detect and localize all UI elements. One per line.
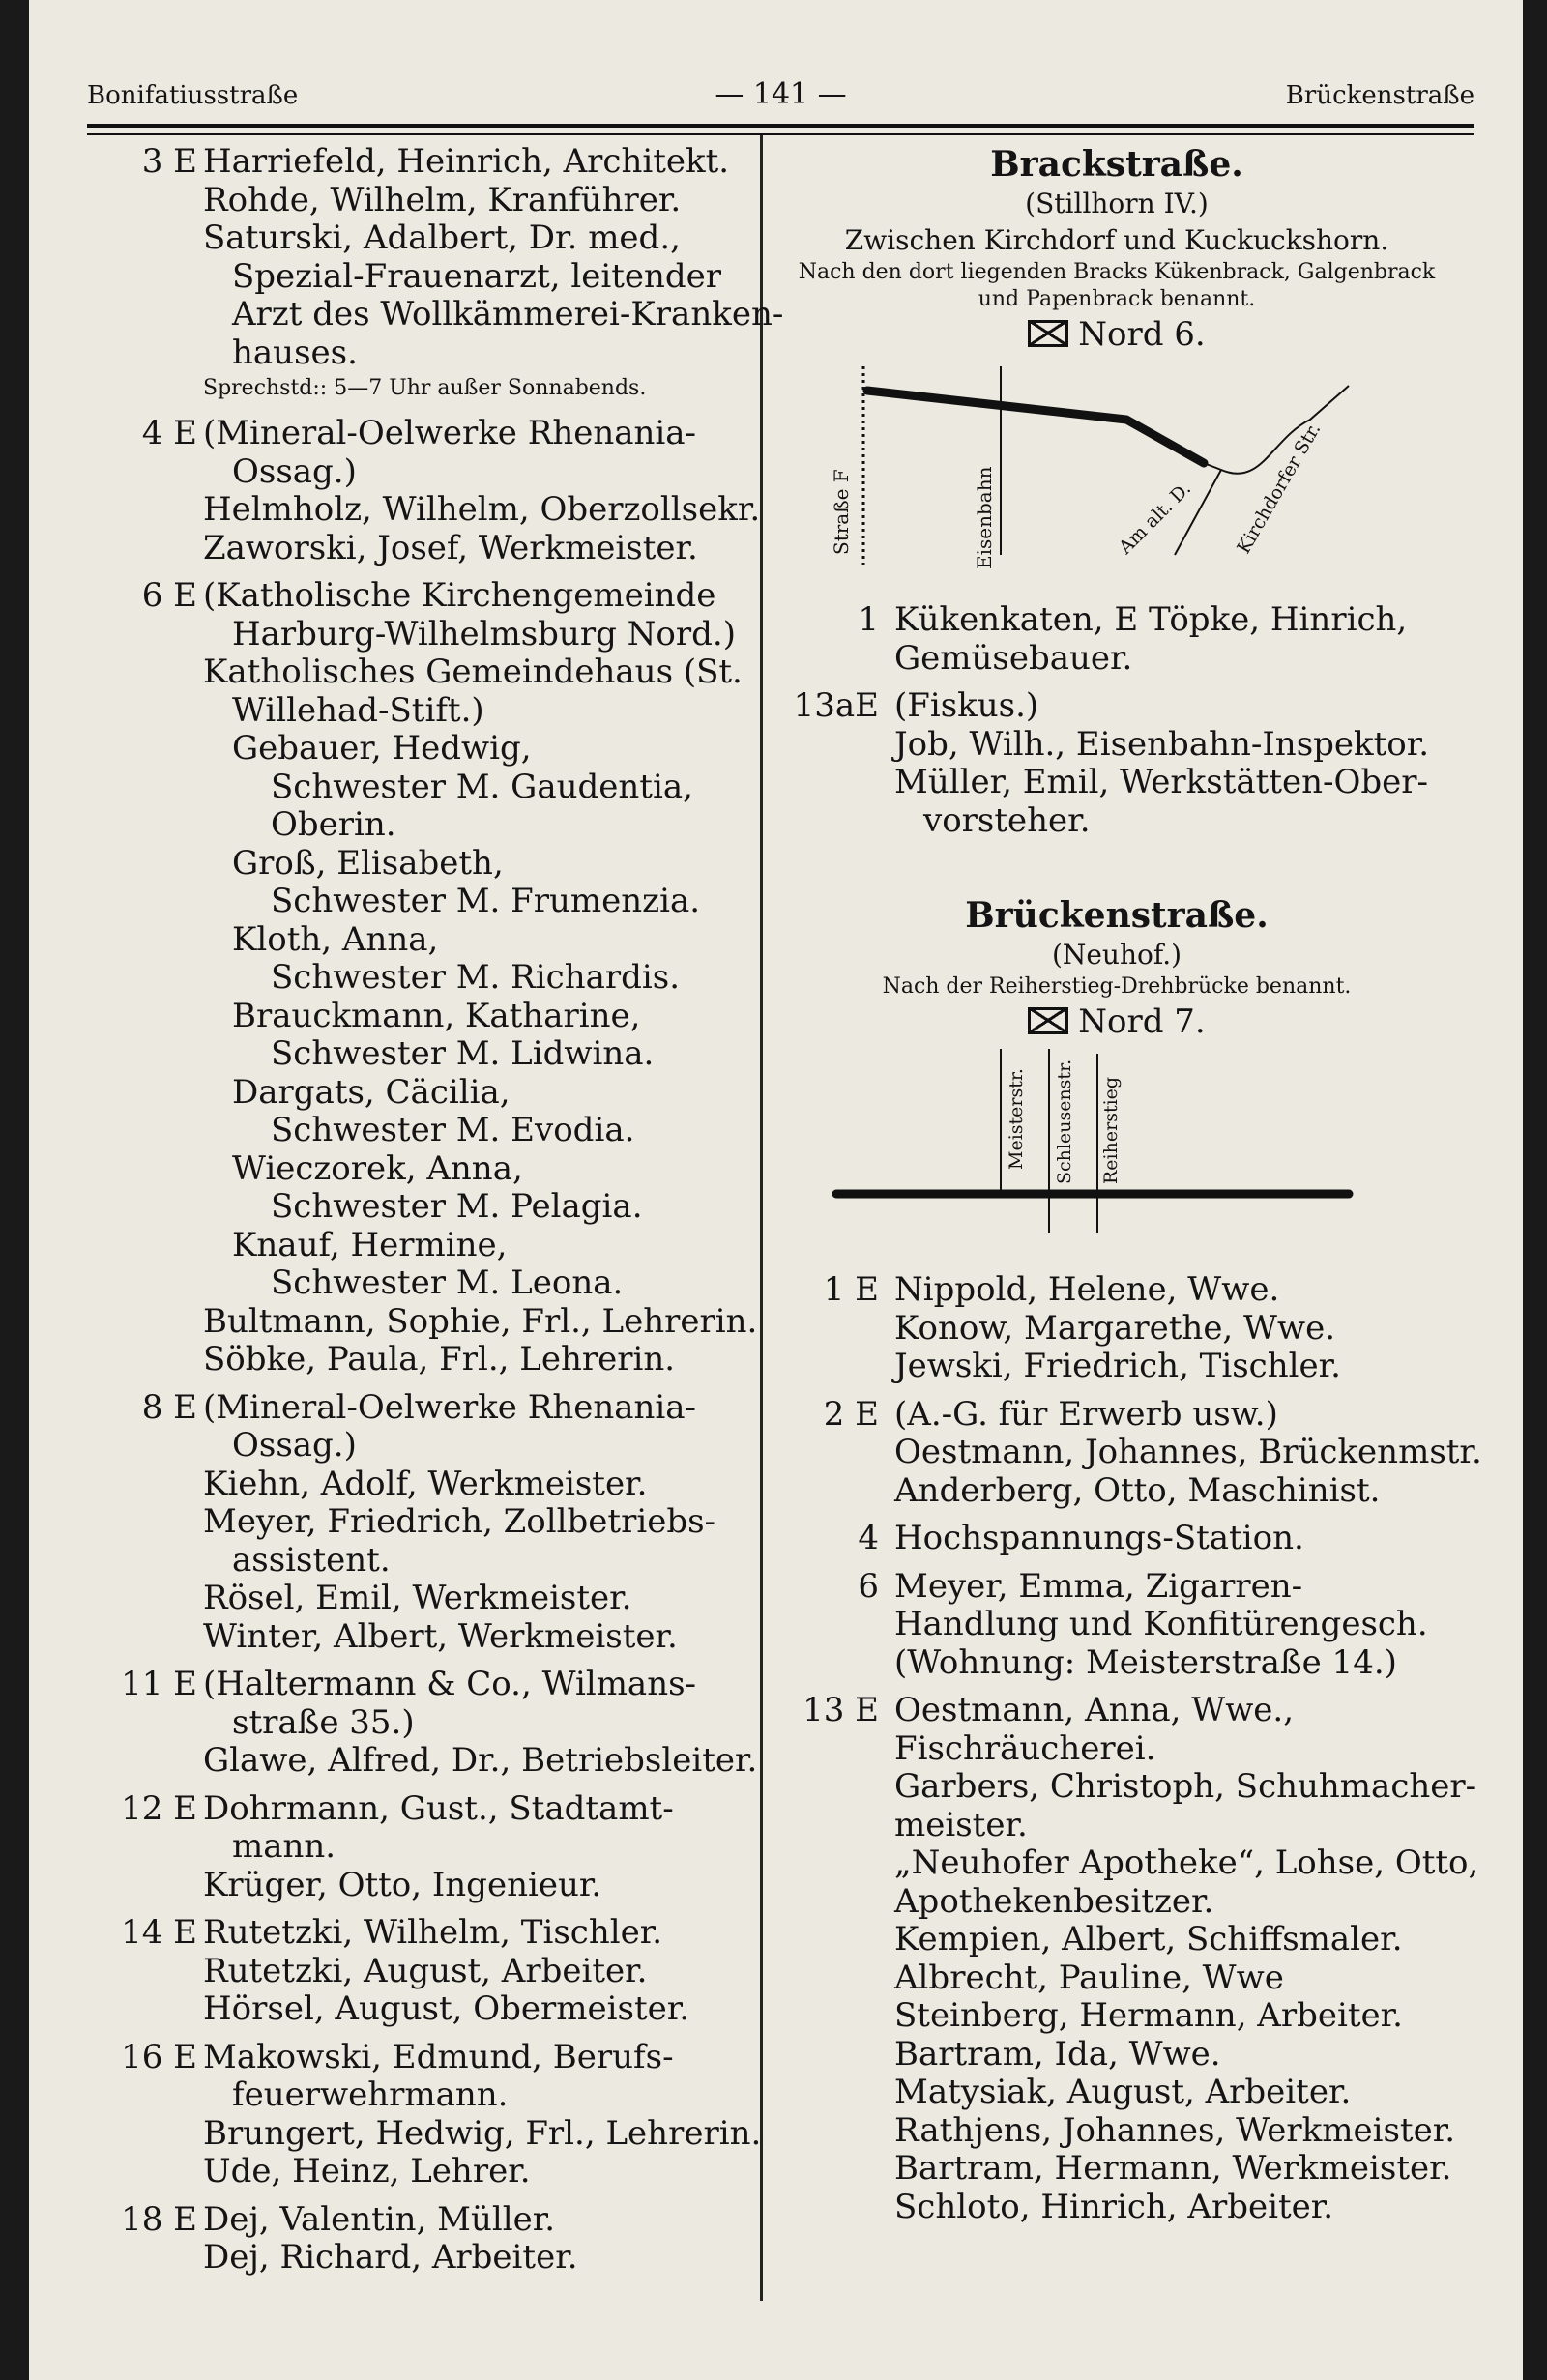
directory-entry xyxy=(97,1990,735,2029)
entry-text: (Haltermann & Co., Wilmans- xyxy=(203,1665,697,1703)
entry-text: Ossag.) xyxy=(232,1426,357,1465)
directory-entry xyxy=(778,2074,1455,2112)
map-label-eisenbahn: Eisenbahn xyxy=(973,466,996,569)
entry-text: Kükenkaten, E Töpke, Hinrich, xyxy=(894,600,1408,639)
directory-entry xyxy=(97,2039,735,2077)
street-district: (Stillhorn IV.) xyxy=(1025,188,1209,219)
entry-text: Bartram, Hermann, Werkmeister. xyxy=(894,2149,1452,2188)
directory-entry xyxy=(97,2113,762,2154)
entry-text: Schwester M. Richardis. xyxy=(271,958,681,997)
house-number: 14 E xyxy=(121,1913,197,1952)
directory-entry xyxy=(97,1264,735,1303)
entry-text: Makowski, Edmund, Berufs- xyxy=(203,2037,674,2076)
entry-text: Knauf, Hermine, xyxy=(232,1225,508,1264)
house-number: 2 E xyxy=(823,1394,879,1434)
directory-entry xyxy=(97,577,735,616)
brueckenstrasse-entries xyxy=(778,1270,1482,2226)
entry-text-continued: Oberin. xyxy=(271,805,396,844)
directory-page xyxy=(29,0,1523,2380)
entry-text: (Mineral-Oelwerke Rhenania- xyxy=(203,1387,697,1427)
house-number: 4 xyxy=(858,1519,879,1557)
entry-text: Harburg-Wilhelmsburg Nord.) xyxy=(232,614,736,653)
entry-text: (Mineral-Oelwerke Rhenania- xyxy=(203,414,697,452)
map-label-am-alt-d: Am alt. D. xyxy=(1114,478,1196,559)
street-name-origin: Nach den dort liegenden Bracks Kükenbrack, Galgenbrack xyxy=(798,260,1436,284)
directory-entry xyxy=(778,726,1455,765)
entry-text: Oestmann, Anna, Wwe., xyxy=(894,1691,1295,1729)
directory-entry xyxy=(97,2201,735,2240)
directory-entry xyxy=(778,1348,1455,1386)
directory-entry xyxy=(778,601,1455,640)
entry-text: Dohrmann, Gust., Stadtamt- xyxy=(203,1788,674,1828)
entry-text: Schwester M. Leona. xyxy=(271,1263,624,1302)
directory-entry xyxy=(97,530,735,568)
entry-text: Ude, Heinz, Lehrer. xyxy=(203,2152,531,2191)
entry-text: Saturski, Adalbert, Dr. med., xyxy=(203,218,681,257)
directory-entry xyxy=(97,883,735,921)
directory-entry xyxy=(97,1341,735,1379)
entry-text: Hochspannungs-Station. xyxy=(894,1519,1304,1557)
entry-text: Hörsel, August, Obermeister. xyxy=(203,1989,690,2028)
entry-text: Winter, Albert, Werkmeister. xyxy=(203,1616,678,1656)
entry-text: Brauckmann, Katharine, xyxy=(232,996,641,1035)
directory-entry xyxy=(778,2150,1455,2189)
entry-text: Rösel, Emil, Werkmeister. xyxy=(203,1579,632,1617)
house-number: 8 E xyxy=(141,1387,197,1427)
left-column xyxy=(97,142,784,2278)
entry-text: Fischräucherei. xyxy=(894,1728,1156,1768)
entry-text: Willehad-Stift.) xyxy=(232,690,484,730)
directory-entry xyxy=(97,1150,735,1189)
directory-entry xyxy=(97,653,743,692)
directory-entry xyxy=(778,1730,1455,1769)
directory-entry xyxy=(778,1472,1455,1511)
entry-text-continued: hauses. xyxy=(232,333,358,372)
entry-text: Handlung und Konfitürengesch. xyxy=(894,1605,1428,1643)
directory-entry xyxy=(97,1227,735,1265)
house-number: 4 E xyxy=(141,414,197,452)
header-rule xyxy=(87,124,1474,135)
entry-text: Wieczorek, Anna, xyxy=(232,1148,523,1188)
directory-entry xyxy=(97,219,735,258)
entry-text: Rathjens, Johannes, Werkmeister. xyxy=(894,2110,1456,2150)
entry-text: mann. xyxy=(232,1827,336,1866)
house-number: 16 E xyxy=(121,2037,197,2076)
directory-entry xyxy=(778,1692,1455,1730)
brackstrasse-entries xyxy=(778,601,1455,840)
entry-text: Anderberg, Otto, Maschinist. xyxy=(894,1470,1381,1510)
directory-entry xyxy=(97,1389,735,1428)
entry-text: Meyer, Emma, Zigarren- xyxy=(894,1566,1303,1606)
entry-text: Apothekenbesitzer. xyxy=(894,1881,1214,1921)
directory-entry xyxy=(97,1580,735,1618)
directory-entry xyxy=(778,1520,1455,1558)
house-number: 1 E xyxy=(823,1270,879,1309)
entry-text-continued: Arzt des Wollkämmerei-Kranken- xyxy=(232,295,784,334)
directory-entry xyxy=(97,415,735,453)
house-number: 13 E xyxy=(803,1691,879,1729)
map-brackstrasse-line xyxy=(867,391,1204,463)
directory-entry xyxy=(778,1568,1455,1607)
entry-text: Steinberg, Hermann, Arbeiter. xyxy=(894,1996,1403,2035)
directory-entry xyxy=(97,692,735,731)
entry-text: Groß, Elisabeth, xyxy=(232,843,504,883)
directory-entry xyxy=(97,1618,735,1657)
entry-text: (A.-G. für Erwerb usw.) xyxy=(894,1394,1278,1434)
entry-text: Glawe, Alfred, Dr., Betriebsleiter. xyxy=(203,1741,758,1780)
directory-entry xyxy=(97,1953,735,1991)
entry-text: Dej, Valentin, Müller. xyxy=(203,2199,556,2239)
directory-entry xyxy=(97,1427,735,1466)
map-label-reiherstieg: Reiherstieg xyxy=(1100,1076,1122,1184)
entry-text: vorsteher. xyxy=(923,800,1091,840)
entry-text: feuerwehrmann. xyxy=(232,2075,509,2114)
house-number: 3 E xyxy=(141,142,197,181)
directory-entry xyxy=(778,1310,1455,1349)
brackstrasse-map xyxy=(807,362,1426,584)
directory-entry xyxy=(97,845,735,884)
street-title: Brackstraße. xyxy=(990,144,1243,185)
entry-text: Dej, Richard, Arbeiter. xyxy=(203,2238,578,2277)
postal-district: Nord 7. xyxy=(778,1001,1455,1043)
entry-text: Bultmann, Sophie, Frl., Lehrerin. xyxy=(203,1301,758,1341)
directory-entry xyxy=(97,769,735,845)
house-number: 6 xyxy=(858,1566,879,1606)
directory-entry xyxy=(778,1767,1477,1807)
street-between: Zwischen Kirchdorf und Kuckuckshorn. xyxy=(844,224,1389,256)
entry-text: Garbers, Christoph, Schuhmacher- xyxy=(894,1767,1477,1806)
entry-text: Katholisches Gemeindehaus (St. xyxy=(203,653,743,691)
street-title: Brückenstraße. xyxy=(965,895,1269,936)
directory-entry xyxy=(778,764,1455,802)
street-name-origin: Nach der Reiherstieg-Drehbrücke benannt. xyxy=(882,974,1352,999)
map-label-schleusenstr: Schleusenstr. xyxy=(1054,1059,1075,1184)
entry-text: Albrecht, Pauline, Wwe xyxy=(894,1958,1284,1997)
directory-entry xyxy=(778,687,1455,726)
entry-text: Kloth, Anna, xyxy=(232,919,439,959)
brueckenstrasse-heading xyxy=(778,894,1455,1043)
entry-text: Müller, Emil, Werkstätten-Ober- xyxy=(894,763,1429,801)
entry-text: Kiehn, Adolf, Werkmeister. xyxy=(203,1464,648,1503)
entry-text: Schwester M. Frumenzia. xyxy=(271,882,701,920)
directory-entry xyxy=(97,959,735,998)
directory-entry xyxy=(778,1396,1455,1435)
header-left-street: Bonifatiusstraße xyxy=(87,81,299,110)
directory-entry xyxy=(778,1606,1455,1644)
page-number: — 141 — xyxy=(715,77,847,111)
right-column xyxy=(778,143,1482,2226)
header-right-street: Brückenstraße xyxy=(1285,81,1474,110)
directory-entry xyxy=(97,372,735,405)
entry-text: assistent. xyxy=(232,1540,391,1580)
map-label-meisterstr: Meisterstr. xyxy=(1006,1068,1027,1170)
house-number: 6 E xyxy=(141,576,197,615)
entry-text: Helmholz, Wilhelm, Oberzollsekr. xyxy=(203,490,761,529)
entry-text: (Wohnung: Meisterstraße 14.) xyxy=(894,1642,1397,1682)
entry-text: Krüger, Otto, Ingenieur. xyxy=(203,1865,602,1904)
directory-entry xyxy=(778,2112,1455,2151)
directory-entry xyxy=(778,1644,1455,1683)
entry-text: Job, Wilh., Eisenbahn-Inspektor. xyxy=(894,724,1430,764)
street-district: (Neuhof.) xyxy=(1051,939,1182,971)
entry-text: Gemüsebauer. xyxy=(894,638,1133,678)
entry-text: Dargats, Cäcilia, xyxy=(232,1072,511,1112)
directory-entry xyxy=(97,1035,735,1074)
directory-entry xyxy=(778,802,1455,841)
entry-text: Jewski, Friedrich, Tischler. xyxy=(894,1347,1341,1385)
entry-text: (Fiskus.) xyxy=(894,686,1039,725)
entry-text: Schloto, Hinrich, Arbeiter. xyxy=(894,2187,1334,2226)
directory-entry xyxy=(97,256,784,373)
entry-text: Matysiak, August, Arbeiter. xyxy=(894,2073,1352,2111)
running-header xyxy=(87,77,1474,116)
directory-entry xyxy=(778,1271,1455,1310)
entry-text: (Katholische Kirchengemeinde xyxy=(203,576,716,615)
column-divider xyxy=(760,135,763,2301)
postal-district: Nord 6. xyxy=(778,313,1455,356)
directory-entry xyxy=(97,998,735,1036)
house-number: 1 xyxy=(858,600,879,639)
directory-entry xyxy=(778,2036,1455,2075)
map-label-strasse-f: Straße F xyxy=(830,469,853,555)
directory-entry xyxy=(778,1807,1455,1845)
entry-text: Zaworski, Josef, Werkmeister. xyxy=(203,528,698,567)
directory-entry xyxy=(778,1433,1482,1472)
directory-entry xyxy=(97,1503,735,1542)
directory-entry xyxy=(97,1301,758,1342)
directory-entry xyxy=(97,490,761,530)
entry-text: Harriefeld, Heinrich, Architekt. xyxy=(203,142,730,181)
directory-entry xyxy=(778,1843,1479,1883)
directory-entry xyxy=(97,1704,735,1743)
directory-entry xyxy=(97,182,735,220)
brueckenstrasse-map xyxy=(807,1049,1426,1242)
directory-entry xyxy=(97,2076,735,2115)
entry-text: Rohde, Wilhelm, Kranführer. xyxy=(203,180,682,219)
house-number: 18 E xyxy=(121,2199,197,2239)
map-kirchdorfer-road xyxy=(1204,386,1349,474)
entry-text: Bartram, Ida, Wwe. xyxy=(894,2034,1221,2074)
directory-entry xyxy=(778,1883,1455,1922)
entry-text: Schwester M. Lidwina. xyxy=(271,1034,655,1073)
entry-note: Sprechstd:: 5—7 Uhr außer Sonnabends. xyxy=(203,376,647,400)
map-label-kirchdorfer: Kirchdorfer Str. xyxy=(1233,419,1326,558)
entry-text: „Neuhofer Apotheke“, Lohse, Otto, xyxy=(894,1843,1479,1882)
entry-text: Söbke, Paula, Frl., Lehrerin. xyxy=(203,1340,676,1379)
entry-text: Oestmann, Johannes, Brückenmstr. xyxy=(894,1433,1482,1471)
directory-entry xyxy=(97,730,735,769)
entry-text: Schwester M. Pelagia. xyxy=(271,1187,643,1226)
directory-entry xyxy=(97,1466,735,1504)
directory-entry xyxy=(97,1741,758,1781)
directory-entry xyxy=(97,1790,735,1829)
envelope-icon xyxy=(1028,1007,1068,1034)
directory-entry xyxy=(778,1921,1455,1959)
house-number: 11 E xyxy=(121,1665,197,1703)
entry-text: Spezial-Frauenarzt, leitender xyxy=(232,256,722,296)
directory-entry xyxy=(97,1542,735,1581)
entry-text: Nippold, Helene, Wwe. xyxy=(894,1270,1280,1309)
entry-text: Rutetzki, August, Arbeiter. xyxy=(203,1951,648,1990)
directory-entry xyxy=(778,2189,1455,2227)
entry-text: Gebauer, Hedwig, xyxy=(232,729,532,768)
directory-entry xyxy=(97,1112,735,1150)
directory-entry xyxy=(97,921,735,960)
directory-entry xyxy=(778,1997,1455,2036)
entry-text: Kempien, Albert, Schiffsmaler. xyxy=(894,1920,1403,1959)
directory-entry xyxy=(97,143,735,182)
directory-entry xyxy=(778,1959,1455,1998)
directory-entry xyxy=(97,2239,735,2278)
directory-entry xyxy=(97,1867,735,1905)
house-number: 12 E xyxy=(121,1788,197,1828)
entry-text: Meyer, Friedrich, Zollbetriebs- xyxy=(203,1502,716,1541)
directory-entry xyxy=(97,1188,735,1227)
entry-text: Schwester M. Evodia. xyxy=(271,1111,635,1149)
envelope-icon xyxy=(1028,320,1068,347)
entry-text: Brungert, Hedwig, Frl., Lehrerin. xyxy=(203,2113,762,2153)
directory-entry xyxy=(97,1914,735,1953)
entry-text: straße 35.) xyxy=(232,1702,415,1742)
directory-entry xyxy=(778,640,1455,679)
entry-text: Ossag.) xyxy=(232,451,357,491)
directory-entry xyxy=(97,616,735,654)
street-name-origin-cont: und Papenbrack benannt. xyxy=(978,287,1256,311)
entry-text: Konow, Margarethe, Wwe. xyxy=(894,1308,1336,1348)
brackstrasse-heading xyxy=(778,143,1455,356)
directory-entry xyxy=(97,1828,735,1867)
entry-text: meister. xyxy=(894,1805,1028,1844)
entry-text: Rutetzki, Wilhelm, Tischler. xyxy=(203,1913,663,1952)
directory-entry xyxy=(97,453,735,492)
house-number: 13aE xyxy=(793,686,879,725)
entry-text: Schwester M. Gaudentia, xyxy=(271,767,693,806)
directory-entry xyxy=(97,1666,735,1704)
directory-entry xyxy=(97,1074,735,1113)
directory-entry xyxy=(97,2153,735,2191)
